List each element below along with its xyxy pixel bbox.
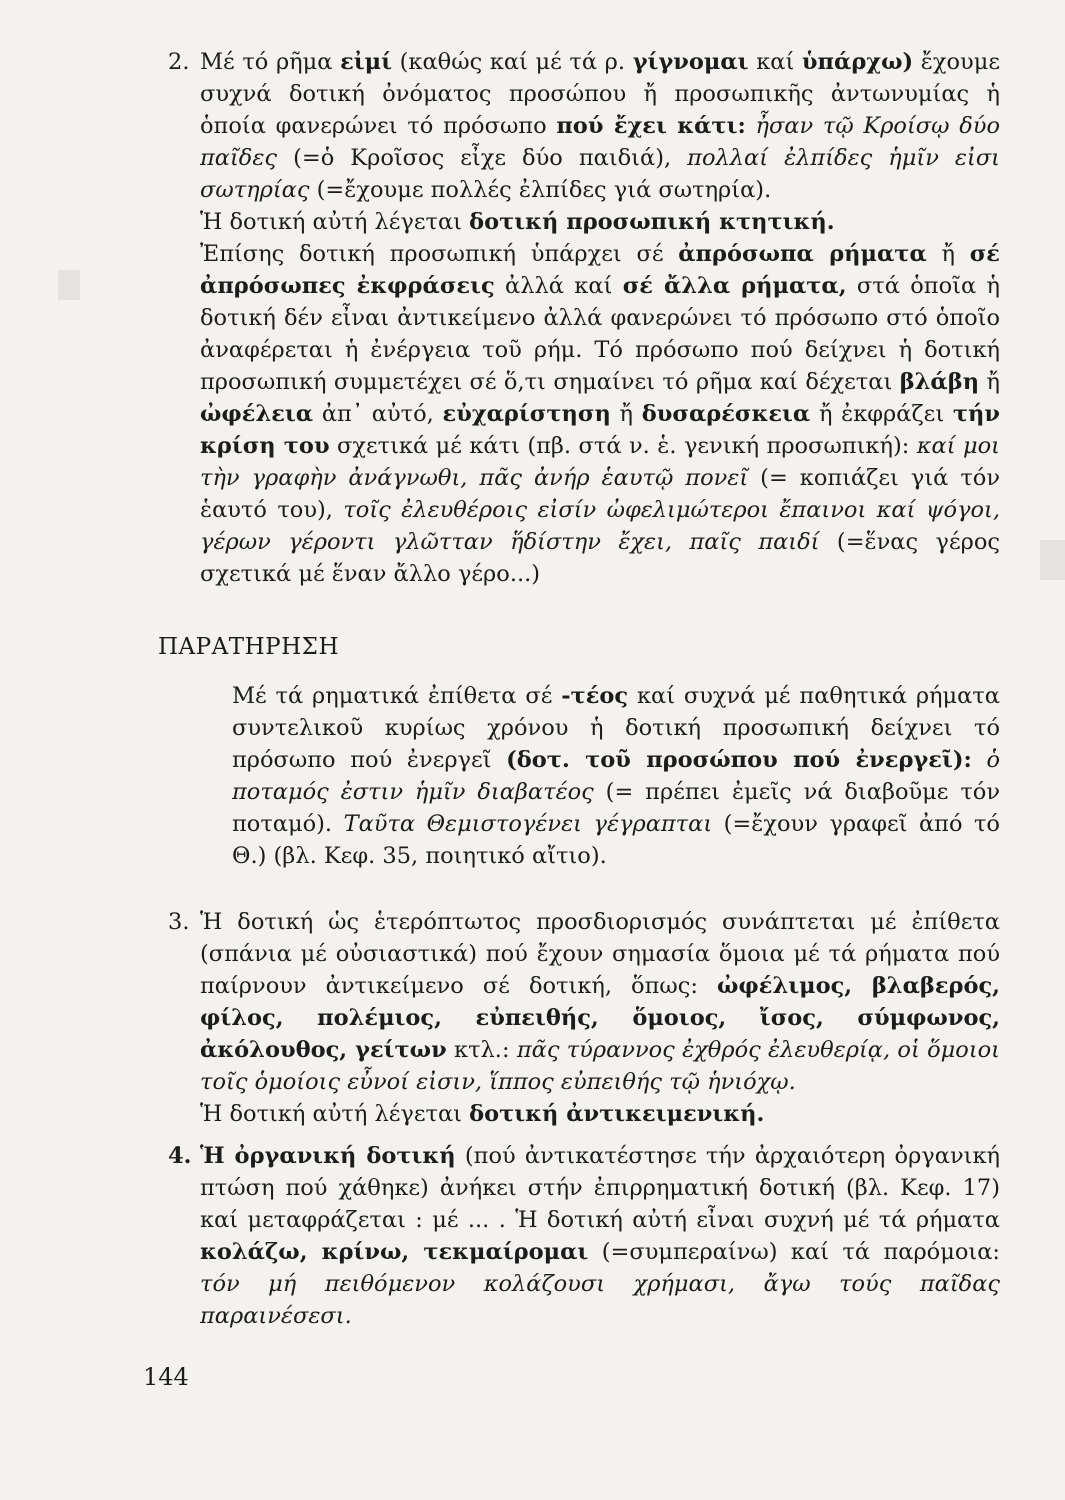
bleed-mark-right: [1040, 540, 1065, 580]
section-4-paragraph: Ἡ ὀργανική δοτική (πού ἀντικατέστησε τήν ἀρχαιότερη ὀργανική πτώση πού χάθηκε) ἀνήκει στήν ἐπιρρηματική δοτική (βλ. Κεφ. 17) καί μεταφράζεται : μέ ... . Ἡ δοτική αὐτή εἶναι συχνή μέ τά ρήματα κολάζω, κρίνω, τεκμαίρομαι (=συμπεραίνω) καί τά παρόμοια: τόν μή πειθόμενον κολάζουσι χρήμασι, ἄγω τούς παῖδας παραινέσεσι.: [200, 1143, 1000, 1329]
section-3-number: 3.: [168, 909, 190, 935]
remark-heading: ΠΑΡΑΤΗΡΗΣΗ: [158, 634, 340, 660]
section-2-paragraph: Μέ τό ρῆμα εἰμί (καθώς καί μέ τά ρ. γίγνομαι καί ὑπάρχω) ἔχουμε συχνά δοτική ὀνόματος προσώπου ἤ προσωπικῆς ἀντωνυμίας ἡ ὁποία φανερώνει τό πρόσωπο πού ἔχει κάτι: ἦσαν τῷ Κροίσῳ δύο παῖδες (=ὁ Κροῖσος εἶχε δύο παιδιά), πολλαί ἐλπίδες ἡμῖν εἰσι σωτηρίας (=ἔχουμε πολλές ἐλπίδες γιά σωτηρία).: [200, 49, 1000, 203]
section-2-number: 2.: [168, 49, 190, 75]
remark-paragraph: Μέ τά ρηματικά ἐπίθετα σέ -τέος καί συχνά μέ παθητικά ρήματα συντελικοῦ κυρίως χρόνου ἡ δοτική προσωπική δείχνει τό πρόσωπο πού ἐνεργεῖ (δοτ. τοῦ προσώπου πού ἐνεργεῖ): ὁ ποταμός ἐστιν ἡμῖν διαβατέος (= πρέπει ἐμεῖς νά διαβοῦμε τόν ποταμό). Ταῦτα Θεμιστογένει γέγραπται (=ἔχουν γραφεῖ ἀπό τό Θ.) (βλ. Κεφ. 35, ποιητικό αἴτιο).: [232, 683, 1001, 869]
bleed-mark-left: [58, 270, 80, 300]
section-4-number: 4.: [168, 1143, 192, 1169]
section-2-possessive-line: Ἡ δοτική αὐτή λέγεται δοτική προσωπική κτητική.: [200, 209, 835, 235]
section-2-impersonal-paragraph: Ἐπίσης δοτική προσωπική ὑπάρχει σέ ἀπρόσωπα ρήματα ἤ σέ ἀπρόσωπες ἐκφράσεις ἀλλά καί σέ ἄλλα ρήματα, στά ὁποῖα ἡ δοτική δέν εἶναι ἀντικείμενο ἀλλά φανερώνει τό πρόσωπο στό ὁποῖο ἀναφέρεται ἡ ἐνέργεια τοῦ ρήμ. Τό πρόσωπο πού δείχνει ἡ δοτική προσωπική συμμετέχει σέ ὅ,τι σημαίνει τό ρῆμα καί δέχεται βλάβη ἤ ὠφέλεια ἀπ᾽ αὐτό, εὐχαρίστηση ἤ δυσαρέσκεια ἤ ἐκφράζει τήν κρίση του σχετικά μέ κάτι (πβ. στά ν. ἑ. γενική προσωπική): καί μοι τὴν γραφὴν ἀνάγνωθι, πᾶς ἀνήρ ἑαυτῷ πονεῖ (= κοπιάζει γιά τόν ἑαυτό του), τοῖς ἐλευθέροις εἰσίν ὠφελιμώτεροι ἔπαινοι καί ψόγοι, γέρων γέροντι γλῶτταν ἥδίστην ἔχει, παῖς παιδί (=ἕνας γέρος σχετικά μέ ἕναν ἄλλο γέρο...): [200, 241, 1000, 587]
page-number: 144: [143, 1363, 189, 1391]
section-3-paragraph: Ἡ δοτική ὡς ἑτερόπτωτος προσδιορισμός συνάπτεται μέ ἐπίθετα (σπάνια μέ οὐσιαστικά) πού ἔχουν σημασία ὅμοια μέ τά ρήματα πού παίρνουν ἀντικείμενο σέ δοτική, ὅπως: ὠφέλιμος, βλαβερός, φίλος, πολέμιος, εὐπειθής, ὅμοιος, ἴσος, σύμφωνος, ἀκόλουθος, γείτων κτλ.: πᾶς τύραννος ἐχθρός ἐλευθερίᾳ, οἱ ὅμοιοι τοῖς ὁμοίοις εὖνοί εἰσιν, ἵππος εὐπειθής τῷ ἡνιόχῳ.: [200, 909, 1001, 1095]
section-3-objective-line: Ἡ δοτική αὐτή λέγεται δοτική ἀντικειμενική.: [200, 1101, 765, 1127]
